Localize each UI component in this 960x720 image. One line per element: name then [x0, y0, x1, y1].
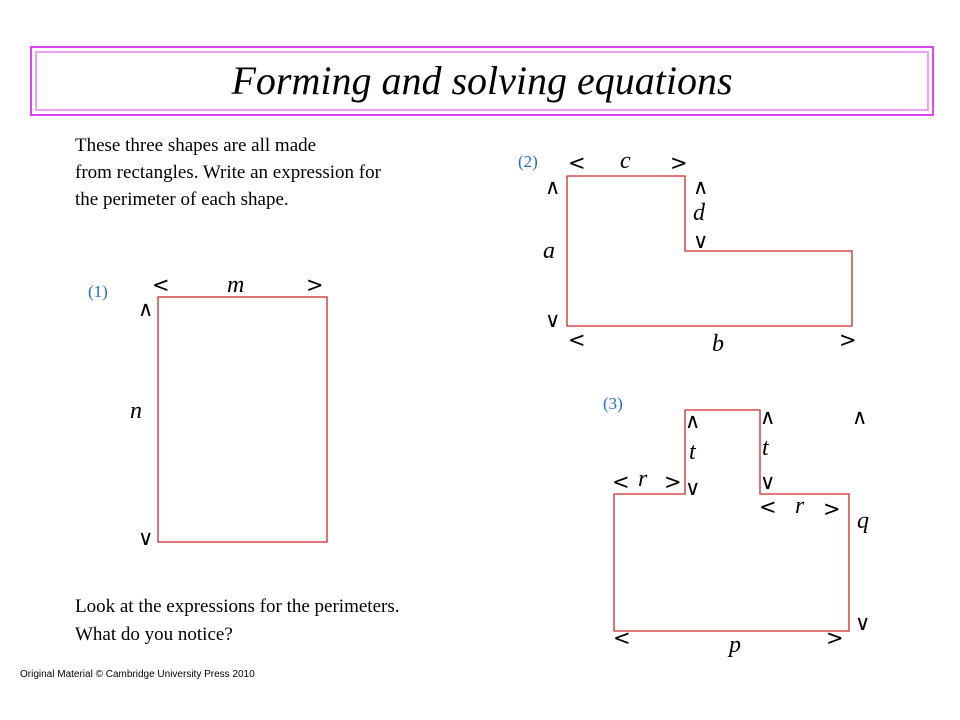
shape-2-number: (2) [518, 152, 538, 171]
shape-2-height-label: a [543, 238, 555, 264]
shape-2-step-label: d [693, 200, 705, 226]
shape-3-left-step-right-arrow: > [664, 470, 682, 494]
shape-3-right-step-left-arrow: < [759, 495, 777, 519]
shape-2-bottom-left-arrow: < [568, 328, 586, 352]
shape-1-height-up-arrow: ∧ [138, 297, 154, 321]
shape-3-number: (3) [603, 394, 623, 413]
shape-3-tab-right-down-arrow: ∨ [760, 470, 776, 494]
shape-1-outline [158, 297, 327, 542]
shape-2-step-down-arrow: ∨ [693, 229, 709, 253]
shape-3-outline [614, 410, 849, 631]
shape-2-height-down-arrow: ∨ [545, 308, 561, 332]
shape-1-height-label: n [130, 398, 142, 424]
shape-2-bottom-label: b [712, 331, 724, 357]
shape-2 [518, 148, 857, 357]
shape-3-left-step-label: r [638, 466, 648, 492]
shape-1-number: (1) [88, 282, 108, 301]
shape-2-outline [567, 176, 852, 326]
shape-2-top-left-arrow: < [568, 151, 586, 175]
shape-1-width-right-arrow: > [306, 273, 324, 297]
shape-3-tab-left-up-arrow: ∧ [685, 409, 701, 433]
shape-2-step-up-arrow: ∧ [693, 175, 709, 199]
shape-3-bottom-right-arrow: > [826, 626, 844, 650]
shape-3 [603, 394, 870, 658]
shape-3-bottom-label: p [729, 632, 741, 658]
shape-3-tab-right-label: t [762, 435, 769, 461]
copyright-footer: Original Material © Cambridge University Press 2010 [20, 669, 255, 680]
shape-3-height-down-arrow: ∨ [855, 611, 871, 635]
shape-3-height-label: q [857, 508, 869, 534]
shape-1-height-down-arrow: ∨ [138, 526, 154, 550]
shape-3-left-step-left-arrow: < [612, 470, 630, 494]
intro-line-3: the perimeter of each shape. [75, 189, 289, 210]
shape-3-height-up-arrow: ∧ [852, 405, 868, 429]
intro-line-2: from rectangles. Write an expression for [75, 162, 381, 183]
shape-1 [88, 272, 327, 550]
question-line-2: What do you notice? [75, 624, 233, 645]
intro-line-1: These three shapes are all made [75, 135, 317, 156]
question-text [75, 593, 535, 649]
shape-2-top-right-arrow: > [670, 151, 688, 175]
shape-3-bottom-left-arrow: < [613, 626, 631, 650]
shape-1-width-label: m [227, 272, 245, 298]
shape-2-top-label: c [620, 148, 631, 174]
shape-2-height-up-arrow: ∧ [545, 175, 561, 199]
shape-3-tab-left-down-arrow: ∨ [685, 476, 701, 500]
question-line-1: Look at the expressions for the perimeters. [75, 596, 400, 617]
shape-3-right-step-right-arrow: > [823, 497, 841, 521]
shape-3-right-step-label: r [795, 493, 805, 519]
shape-3-tab-left-label: t [689, 439, 696, 465]
shape-1-width-left-arrow: < [152, 273, 170, 297]
shape-2-bottom-right-arrow: > [839, 328, 857, 352]
page-title: Forming and solving equations [231, 58, 733, 103]
shape-3-tab-right-up-arrow: ∧ [760, 405, 776, 429]
